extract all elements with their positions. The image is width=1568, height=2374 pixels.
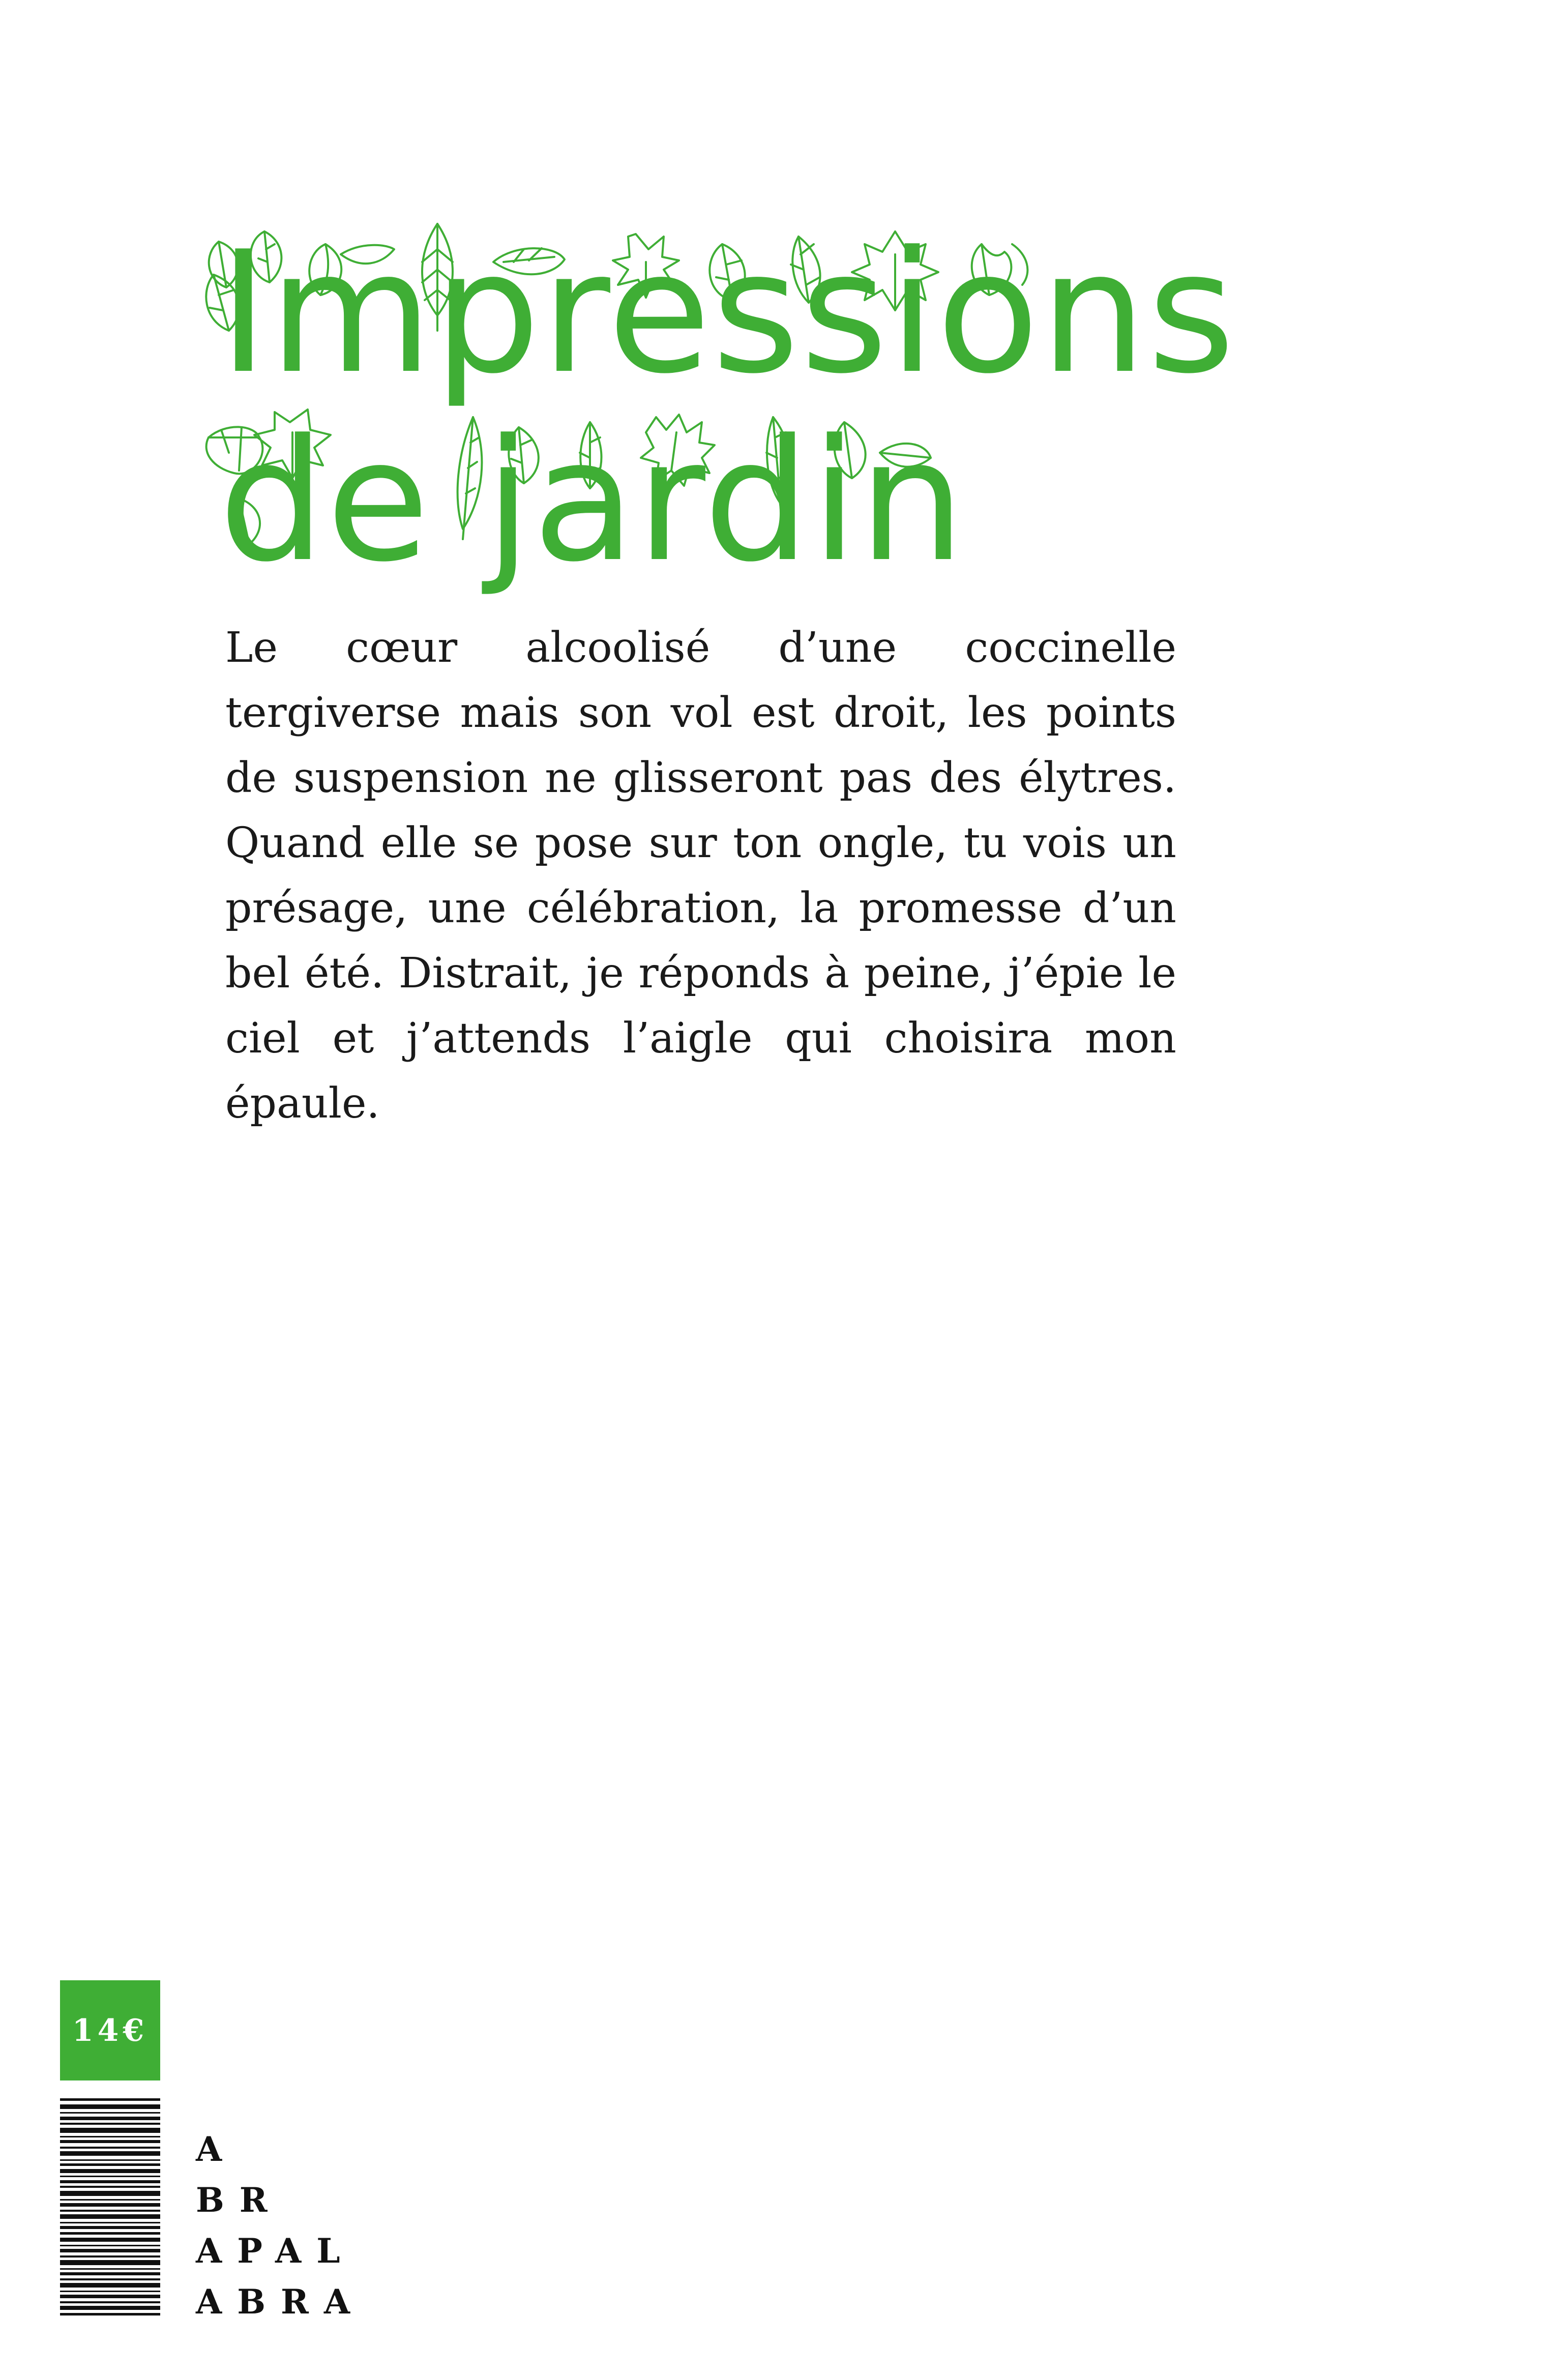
price-label: 14€	[72, 2012, 149, 2048]
publisher-logo	[196, 2124, 365, 2327]
title-line-2: de jardin	[219, 403, 966, 599]
barcode-icon	[60, 2098, 160, 2317]
publisher-line-2: BR	[196, 2180, 283, 2220]
title-block	[198, 214, 1236, 600]
publisher-line-4: ABRA	[196, 2282, 366, 2322]
title-line-1: Impressions	[219, 215, 1236, 411]
publisher-line-3: APAL	[196, 2231, 356, 2271]
blurb-text: Le cœur alcoolisé d’une coccinelle tergiverse mais son vol est droit, les points de suspension ne glisseront pas des élytres. Quand elle se pose sur ton ongle, tu vois un présage, une célébration, la promesse d’un bel été. Distrait, je réponds à peine, j’épie le ciel et j’attends l’aigle qui choisira mon épaule.	[225, 624, 1176, 1128]
price-badge	[60, 1980, 160, 2080]
publisher-line-1: A	[196, 2129, 238, 2169]
